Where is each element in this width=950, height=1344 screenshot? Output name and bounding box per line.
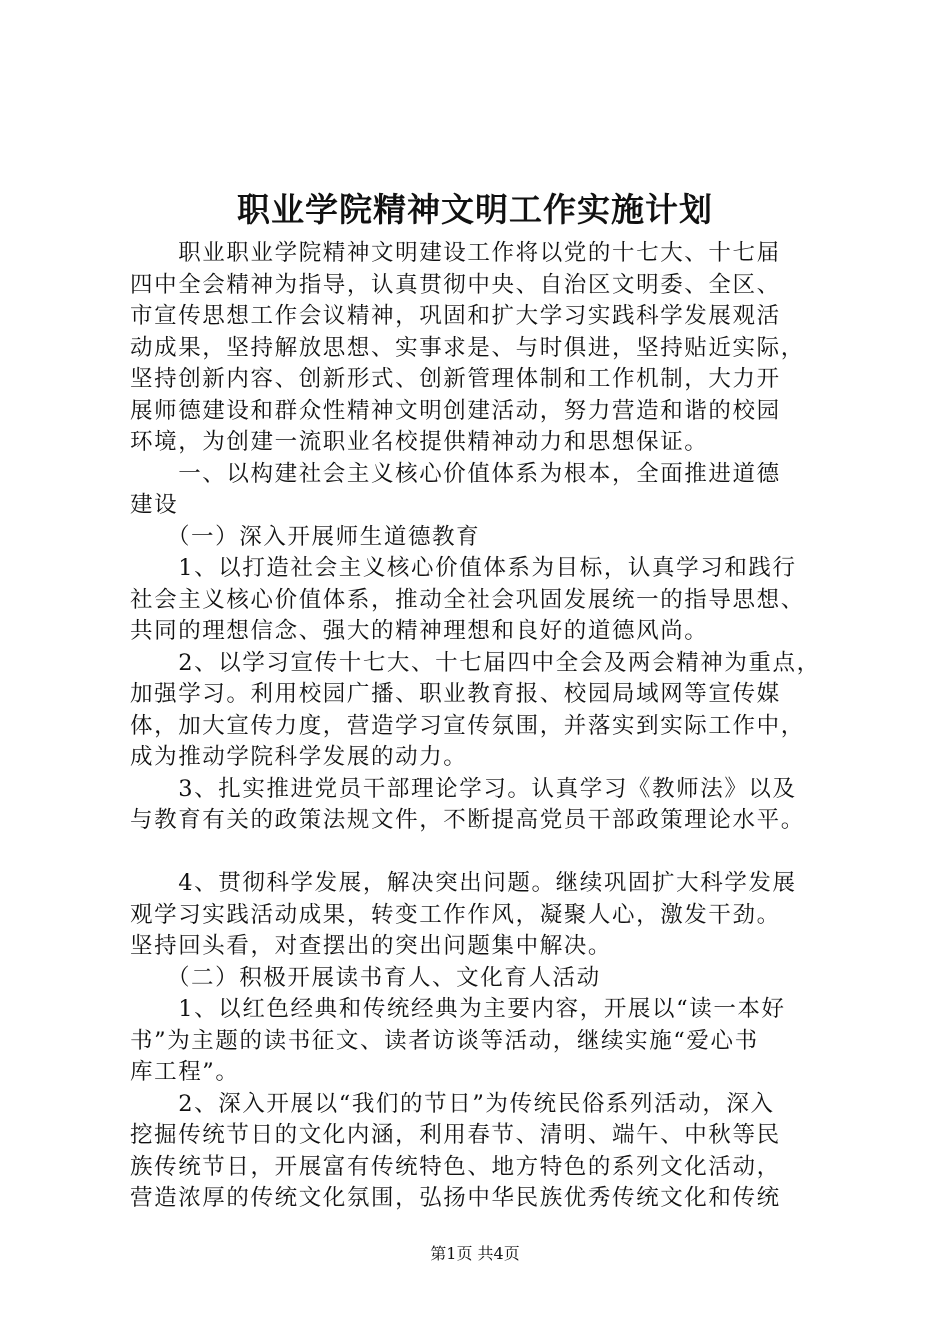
document-body <box>130 238 842 1215</box>
body-line: （二）积极开展读书育人、文化育人活动 <box>130 964 601 991</box>
body-line: 3、扎实推进党员干部理论学习。认真学习《教师法》以及 <box>130 775 797 802</box>
body-line: 挖掘传统节日的文化内涵，利用春节、清明、端午、中秋等民 <box>130 1122 781 1148</box>
body-line: 一、以构建社会主义核心价值体系为根本，全面推进道德 <box>130 460 781 487</box>
body-line: 库工程”。 <box>130 1059 240 1085</box>
body-line: 2、以学习宣传十七大、十七届四中全会及两会精神为重点， <box>130 649 821 676</box>
body-line: 书”为主题的读书征文、读者访谈等活动，继续实施“爱心书 <box>130 1027 759 1054</box>
body-line: 坚持创新内容、创新形式、创新管理体制和工作机制，大力开 <box>130 366 781 392</box>
body-line: 加强学习。利用校园广播、职业教育报、校园局域网等宣传媒 <box>130 681 781 707</box>
body-line: 环境，为创建一流职业名校提供精神动力和思想保证。 <box>130 429 709 455</box>
body-line: 1、以打造社会主义核心价值体系为目标，认真学习和践行 <box>130 555 797 581</box>
body-line: 市宣传思想工作会议精神，巩固和扩大学习实践科学发展观活 <box>130 303 781 329</box>
body-line: 2、深入开展以“我们的节日”为传统民俗系列活动，深入 <box>130 1090 775 1117</box>
body-line: 成为推动学院科学发展的动力。 <box>130 744 468 770</box>
body-line: 共同的理想信念、强大的精神理想和良好的道德风尚。 <box>130 618 709 644</box>
body-line: 4、贯彻科学发展，解决突出问题。继续巩固扩大科学发展 <box>130 870 797 896</box>
body-line: 建设 <box>130 492 179 518</box>
blank-line <box>130 837 842 869</box>
body-line: （一）深入开展师生道德教育 <box>130 523 481 550</box>
body-line: 展师德建设和群众性精神文明创建活动，努力营造和谐的校园 <box>130 397 781 424</box>
body-line: 坚持回头看，对查摆出的突出问题集中解决。 <box>130 933 613 959</box>
body-line: 动成果，坚持解放思想、实事求是、与时俱进，坚持贴近实际， <box>130 334 805 361</box>
body-line: 体，加大宣传力度，营造学习宣传氛围，并落实到实际工作中， <box>130 712 805 739</box>
document-title: 职业学院精神文明工作实施计划 <box>237 190 713 229</box>
body-line: 四中全会精神为指导，认真贯彻中央、自治区文明委、全区、 <box>130 271 781 298</box>
body-line: 族传统节日，开展富有传统特色、地方特色的系列文化活动， <box>130 1153 781 1180</box>
body-line: 社会主义核心价值体系，推动全社会巩固发展统一的指导思想、 <box>130 586 805 613</box>
body-line: 营造浓厚的传统文化氛围，弘扬中华民族优秀传统文化和传统 <box>130 1185 781 1211</box>
body-line: 与教育有关的政策法规文件，不断提高党员干部政策理论水平。 <box>130 807 805 833</box>
body-line: 职业职业学院精神文明建设工作将以党的十七大、十七届 <box>130 240 781 266</box>
body-line: 观学习实践活动成果，转变工作作风，凝聚人心，激发干劲。 <box>130 901 781 928</box>
body-line: 1、以红色经典和传统经典为主要内容，开展以“读一本好 <box>130 996 786 1022</box>
page-number-footer: 第1页 共4页 <box>430 1244 520 1263</box>
